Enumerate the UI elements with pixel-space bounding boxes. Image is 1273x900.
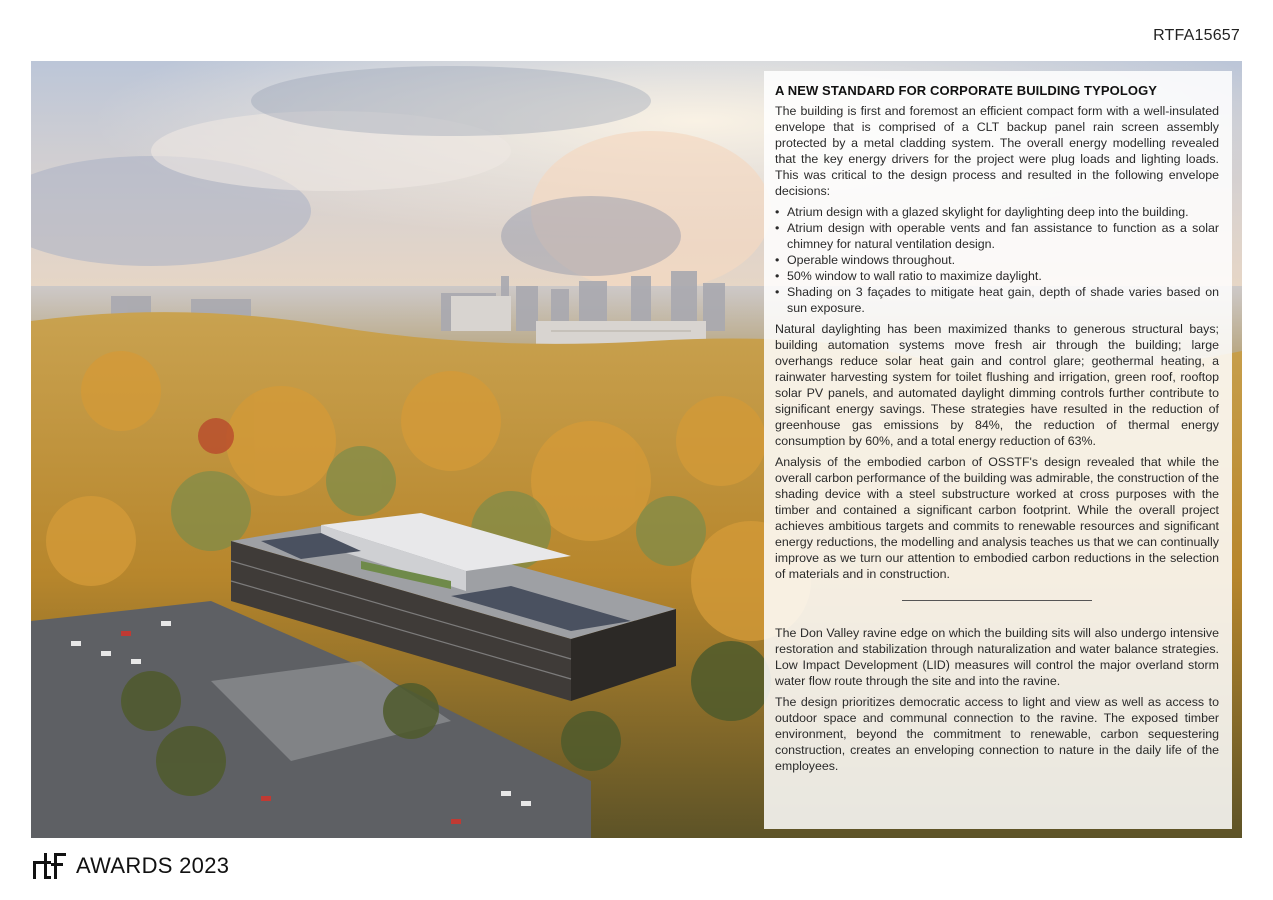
bullet-icon: •	[775, 221, 780, 235]
section-divider	[902, 600, 1092, 601]
panel-content	[775, 83, 1219, 779]
list-item: • Atrium design with a glazed skylight for daylighting deep into the building.	[775, 205, 1189, 219]
bullet-icon: •	[775, 253, 780, 267]
daylighting-paragraph: Natural daylighting has been maximized thanks to generous structural bays; building automation systems move fresh air through the building; large overhangs reduce solar heat gain and control glare; geothermal heating, a rainwater harvesting system for toilet flushing and irrigation, green roof, rooftop solar PV panels, and automated daylight dimming controls further contribute to significant energy savings. These strategies have resulted in the reduction of greenhouse gas emissions by 84%, the reduction of thermal energy consumption by 60%, and a total energy reduction of 63%.	[775, 322, 1219, 448]
access-paragraph: The design prioritizes democratic access to light and view as well as access to outdoor space and communal connection to the ravine. The exposed timber environment, beyond the commitment to renewable, carbon sequestering construction, creates an enveloping connection to nature in the daily life of the employees.	[775, 695, 1219, 773]
reference-code: RTFA15657	[1153, 27, 1240, 44]
bullet-icon: •	[775, 285, 780, 299]
panel-title: A NEW STANDARD FOR CORPORATE BUILDING TYPOLOGY	[775, 83, 1158, 98]
bullet-icon: •	[775, 205, 780, 219]
rtf-awards-logo	[33, 850, 229, 882]
awards-label: AWARDS 2023	[76, 853, 230, 878]
ravine-paragraph: The Don Valley ravine edge on which the building sits will also undergo intensive restoration and stabilization through naturalization and water balance strategies. Low Impact Development (LID) measures will control the major overland storm water flow route through the site and into the ravine.	[775, 626, 1219, 688]
text-panel	[764, 71, 1232, 829]
list-item: • Shading on 3 façades to mitigate heat gain, depth of shade varies based on sun exposure.	[775, 285, 1219, 315]
list-item: • Atrium design with operable vents and fan assistance to function as a solar chimney for natural ventilation design.	[775, 221, 1219, 251]
bullet-icon: •	[775, 269, 780, 283]
list-item: • 50% window to wall ratio to maximize daylight.	[775, 269, 1042, 283]
envelope-decisions-list	[775, 204, 1219, 316]
rtf-logo-icon	[33, 851, 69, 881]
intro-paragraph: The building is first and foremost an efficient compact form with a well-insulated envelope that is comprised of a CLT backup panel rain screen assembly protected by a metal cladding system. The overall energy modelling revealed that the key energy drivers for the project were plug loads and lighting loads. This was critical to the design process and resulted in the following envelope decisions:	[775, 104, 1219, 198]
list-item: • Operable windows throughout.	[775, 253, 956, 267]
embodied-carbon-paragraph: Analysis of the embodied carbon of OSSTF's design revealed that while the overall carbon performance of the building was admirable, the construction of the shading device with a steel substructure worked at cross purposes with the timber and contained a significant carbon footprint. While the overall project achieves ambitious targets and commits to renewable resources and significant energy reductions, the modelling and analysis teaches us that we can continually improve as we turn our attention to embodied carbon reductions in the selection of materials and in construction.	[775, 455, 1219, 581]
